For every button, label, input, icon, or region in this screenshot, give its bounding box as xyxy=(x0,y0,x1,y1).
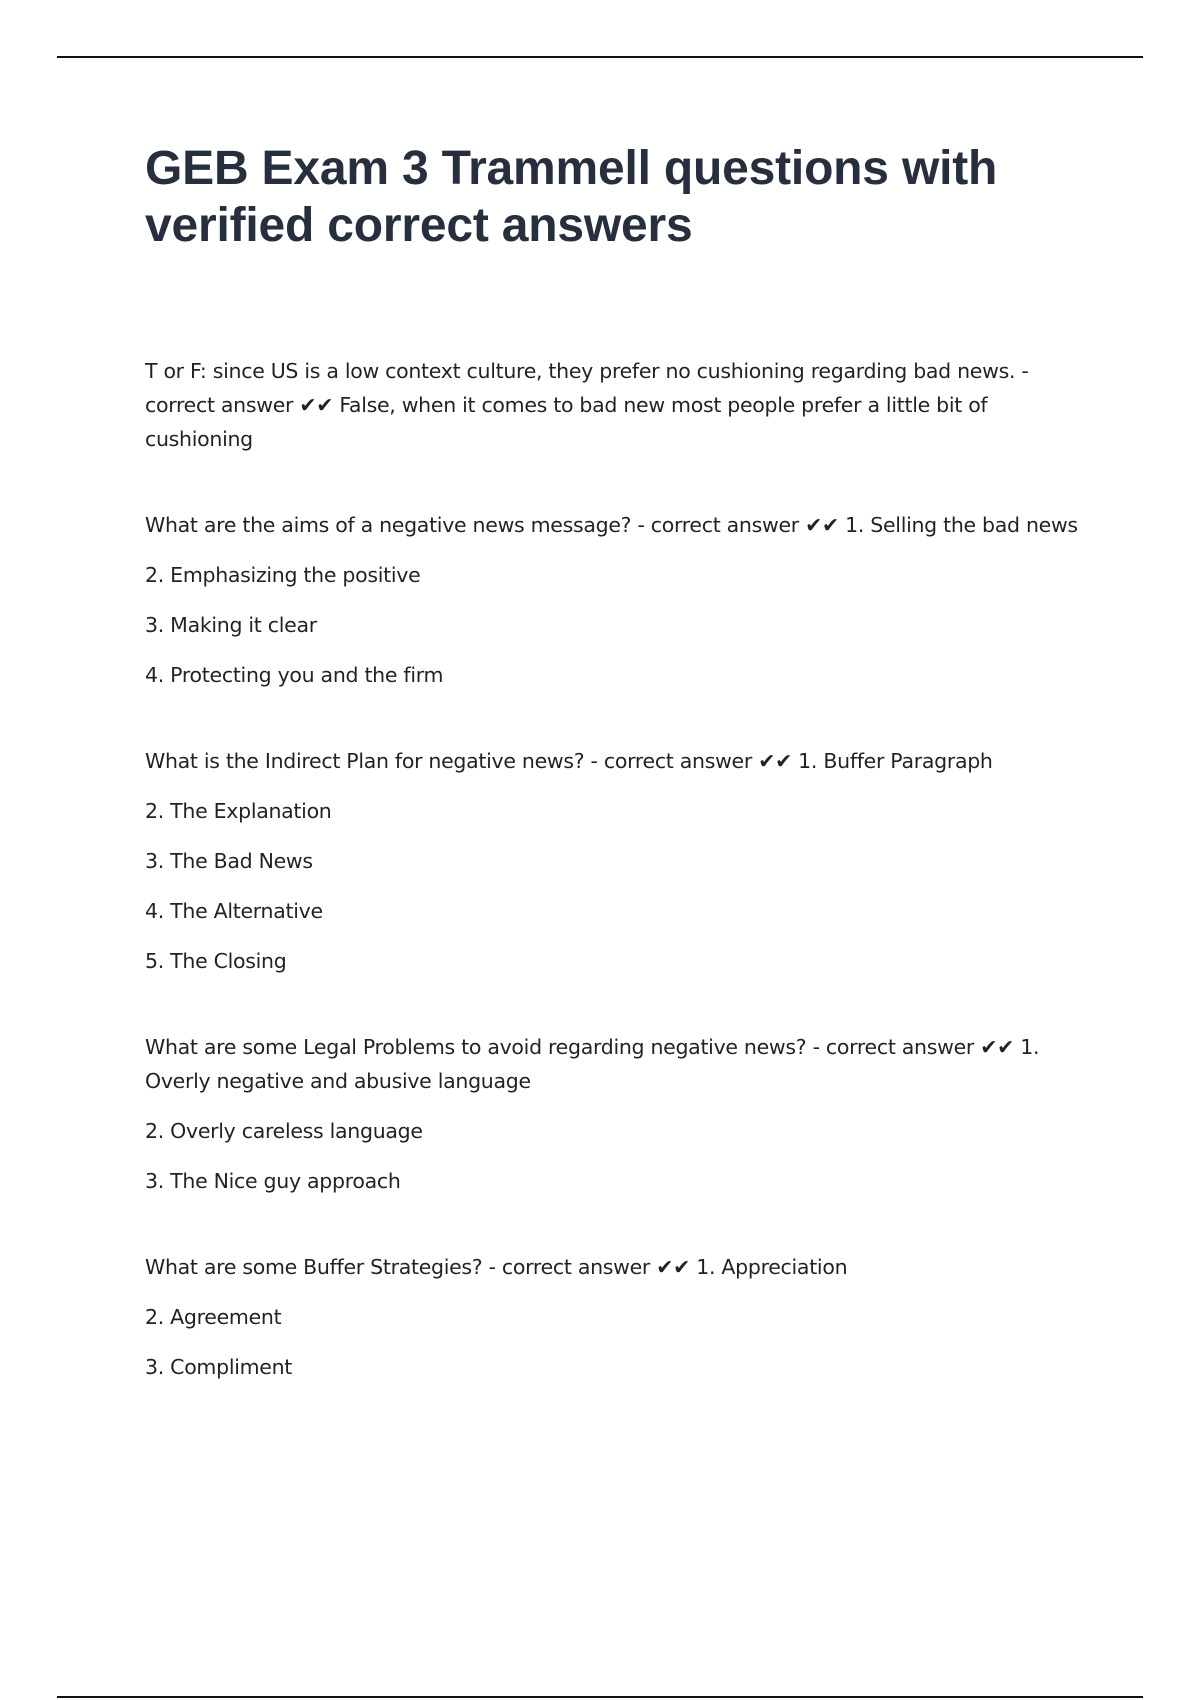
answer-line: 3. Making it clear xyxy=(145,613,317,637)
document-body xyxy=(145,140,1085,1436)
qa-item-4 xyxy=(145,1030,1085,1198)
answer-line: 3. The Nice guy approach xyxy=(145,1169,401,1193)
answer-line: 2. The Explanation xyxy=(145,799,332,823)
qa-item-1 xyxy=(145,354,1085,456)
answer-line: 2. Agreement xyxy=(145,1305,282,1329)
qa-list xyxy=(145,354,1085,1384)
answer-line: 4. The Alternative xyxy=(145,899,323,923)
qa-item-3 xyxy=(145,744,1085,978)
qa-item-2 xyxy=(145,508,1085,692)
document-title: GEB Exam 3 Trammell questions with verified correct answers xyxy=(145,142,998,252)
answer-line: 2. Overly careless language xyxy=(145,1119,423,1143)
answer-line: 5. The Closing xyxy=(145,949,287,973)
question-text: What is the Indirect Plan for negative news? - correct answer ✔✔ 1. Buffer Paragraph xyxy=(145,749,993,773)
question-text: What are some Buffer Strategies? - correct answer ✔✔ 1. Appreciation xyxy=(145,1255,848,1279)
answer-line: 2. Emphasizing the positive xyxy=(145,563,421,587)
answer-line: 3. The Bad News xyxy=(145,849,313,873)
answer-line: 3. Compliment xyxy=(145,1355,293,1379)
answer-line: 4. Protecting you and the firm xyxy=(145,663,444,687)
question-text: What are the aims of a negative news message? - correct answer ✔✔ 1. Selling the bad news xyxy=(145,513,1078,537)
top-divider xyxy=(57,56,1143,58)
qa-item-5 xyxy=(145,1250,1085,1384)
question-text: What are some Legal Problems to avoid regarding negative news? - correct answer ✔✔ 1. Overly negative and abusive language xyxy=(145,1035,1040,1093)
question-text: T or F: since US is a low context culture, they prefer no cushioning regarding bad news. - correct answer ✔✔ False, when it comes to bad new most people prefer a little bit of cushioning xyxy=(145,359,1029,451)
bottom-divider xyxy=(57,1696,1143,1698)
